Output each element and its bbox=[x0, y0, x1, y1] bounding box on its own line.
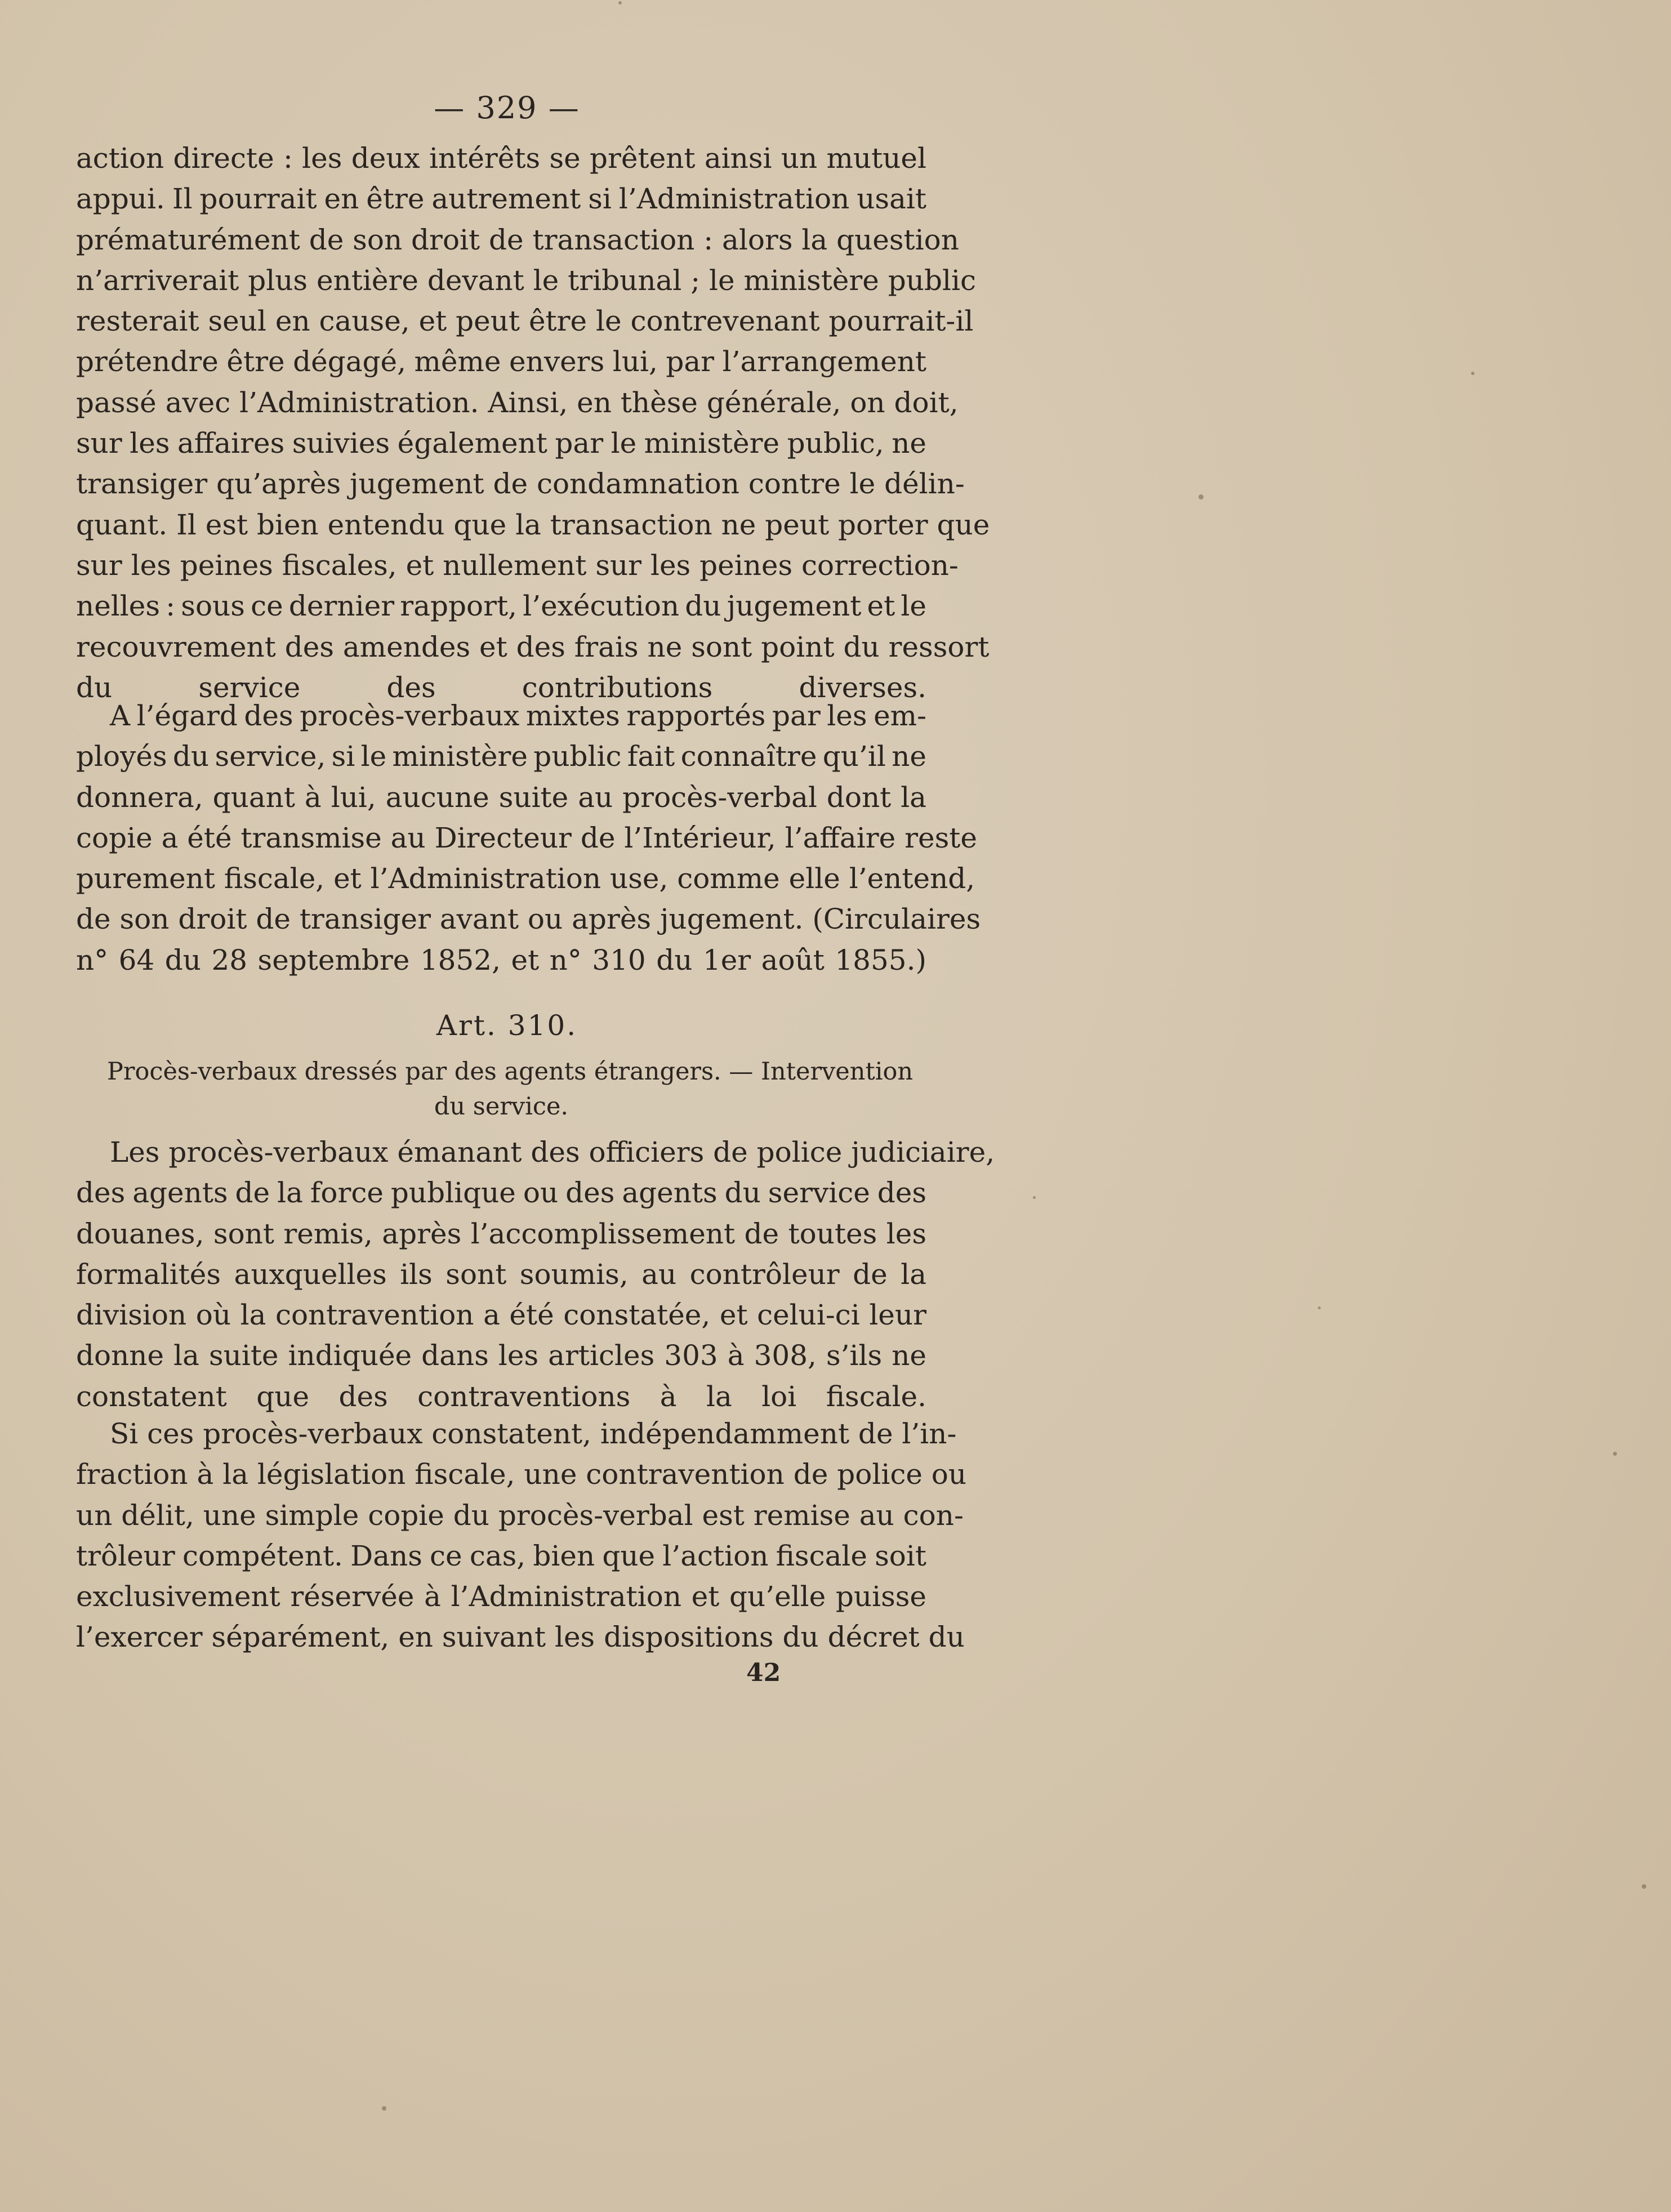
text-line: passé avec l’Administration. Ainsi, en thèse générale, on doit, bbox=[76, 386, 959, 419]
text-line: sur les peines fiscales, et nullement sur les peines correction- bbox=[76, 548, 959, 582]
text-line: ployés du service, si le ministère public fait connaître qu’il ne bbox=[76, 740, 926, 773]
text-line: prétendre être dégagé, même envers lui, par l’arrangement bbox=[76, 345, 926, 378]
text-line: A l’égard des procès-verbaux mixtes rapportés par les em- bbox=[110, 699, 926, 732]
text-line: transiger qu’après jugement de condamnation contre le délin- bbox=[76, 467, 965, 501]
text-line: douanes, sont remis, après l’accomplissement de toutes les bbox=[76, 1217, 926, 1250]
text-line: du service des contributions diverses. bbox=[76, 671, 926, 704]
paper-speck bbox=[1471, 372, 1474, 375]
text-line: de son droit de transiger avant ou après jugement. (Circulaires bbox=[76, 903, 981, 936]
paper-speck bbox=[382, 2106, 386, 2111]
text-line: purement fiscale, et l’Administration use, comme elle l’entend, bbox=[76, 862, 975, 895]
text-line: trôleur compétent. Dans ce cas, bien que l’action fiscale soit bbox=[76, 1539, 926, 1572]
text-line: donne la suite indiquée dans les articles 303 à 308, s’ils ne bbox=[76, 1339, 926, 1372]
paragraph-1 bbox=[76, 138, 990, 708]
paper-speck bbox=[1033, 1196, 1036, 1199]
paper-speck bbox=[1198, 494, 1204, 500]
text-line: fraction à la législation fiscale, une contravention de police ou bbox=[76, 1458, 967, 1491]
text-line: sur les affaires suivies également par le ministère public, ne bbox=[76, 427, 926, 460]
signature-number: 42 bbox=[746, 1658, 781, 1687]
text-line: un délit, une simple copie du procès-verbal est remise au con- bbox=[76, 1499, 964, 1532]
text-line: n’arriverait plus entière devant le tribunal ; le ministère public bbox=[76, 264, 976, 297]
text-line: constatent que des contraventions à la loi fiscale. bbox=[76, 1380, 926, 1413]
text-line: resterait seul en cause, et peut être le contrevenant pourrait-il bbox=[76, 305, 974, 338]
text-line: Si ces procès-verbaux constatent, indépendamment de l’in- bbox=[110, 1417, 957, 1450]
paper-speck bbox=[1318, 1306, 1321, 1309]
article-title: Art. 310. bbox=[436, 1009, 578, 1042]
text-line: prématurément de son droit de transaction : alors la question bbox=[76, 223, 959, 256]
text-line: copie a été transmise au Directeur de l’Intérieur, l’affaire reste bbox=[76, 821, 977, 854]
page-number-header: — 329 — bbox=[434, 90, 580, 126]
paper-speck bbox=[1642, 1884, 1646, 1889]
text-line: quant. Il est bien entendu que la transaction ne peut porter que bbox=[76, 508, 990, 541]
paper-speck bbox=[1613, 1452, 1617, 1456]
paragraph-2 bbox=[76, 695, 981, 980]
paragraph-4 bbox=[76, 1413, 967, 1658]
article-subtitle bbox=[107, 1054, 914, 1124]
text-line: exclusivement réservée à l’Administration et qu’elle puisse bbox=[76, 1580, 926, 1613]
text-line: n° 64 du 28 septembre 1852, et n° 310 du 1er août 1855.) bbox=[76, 943, 926, 976]
text-line: appui. Il pourrait en être autrement si l’Administration usait bbox=[76, 182, 926, 216]
text-line: formalités auxquelles ils sont soumis, au contrôleur de la bbox=[76, 1257, 926, 1291]
text-line: division où la contravention a été constatée, et celui-ci leur bbox=[76, 1299, 926, 1332]
paper-speck bbox=[618, 1, 622, 5]
text-line: donnera, quant à lui, aucune suite au procès-verbal dont la bbox=[76, 781, 926, 814]
text-line: recouvrement des amendes et des frais ne sont point du ressort bbox=[76, 630, 990, 663]
text-line: nelles : sous ce dernier rapport, l’exécution du jugement et le bbox=[76, 590, 926, 623]
text-line: action directe : les deux intérêts se prêtent ainsi un mutuel bbox=[76, 142, 926, 175]
text-line: des agents de la force publique ou des agents du service des bbox=[76, 1176, 926, 1210]
text-line: l’exercer séparément, en suivant les dispositions du décret du bbox=[76, 1621, 965, 1654]
paragraph-3 bbox=[76, 1132, 995, 1417]
subtitle-line: Procès-verbaux dressés par des agents étrangers. — Intervention bbox=[107, 1058, 914, 1086]
subtitle-line: du service. bbox=[434, 1092, 569, 1121]
text-line: Les procès-verbaux émanant des officiers de police judiciaire, bbox=[110, 1136, 995, 1169]
